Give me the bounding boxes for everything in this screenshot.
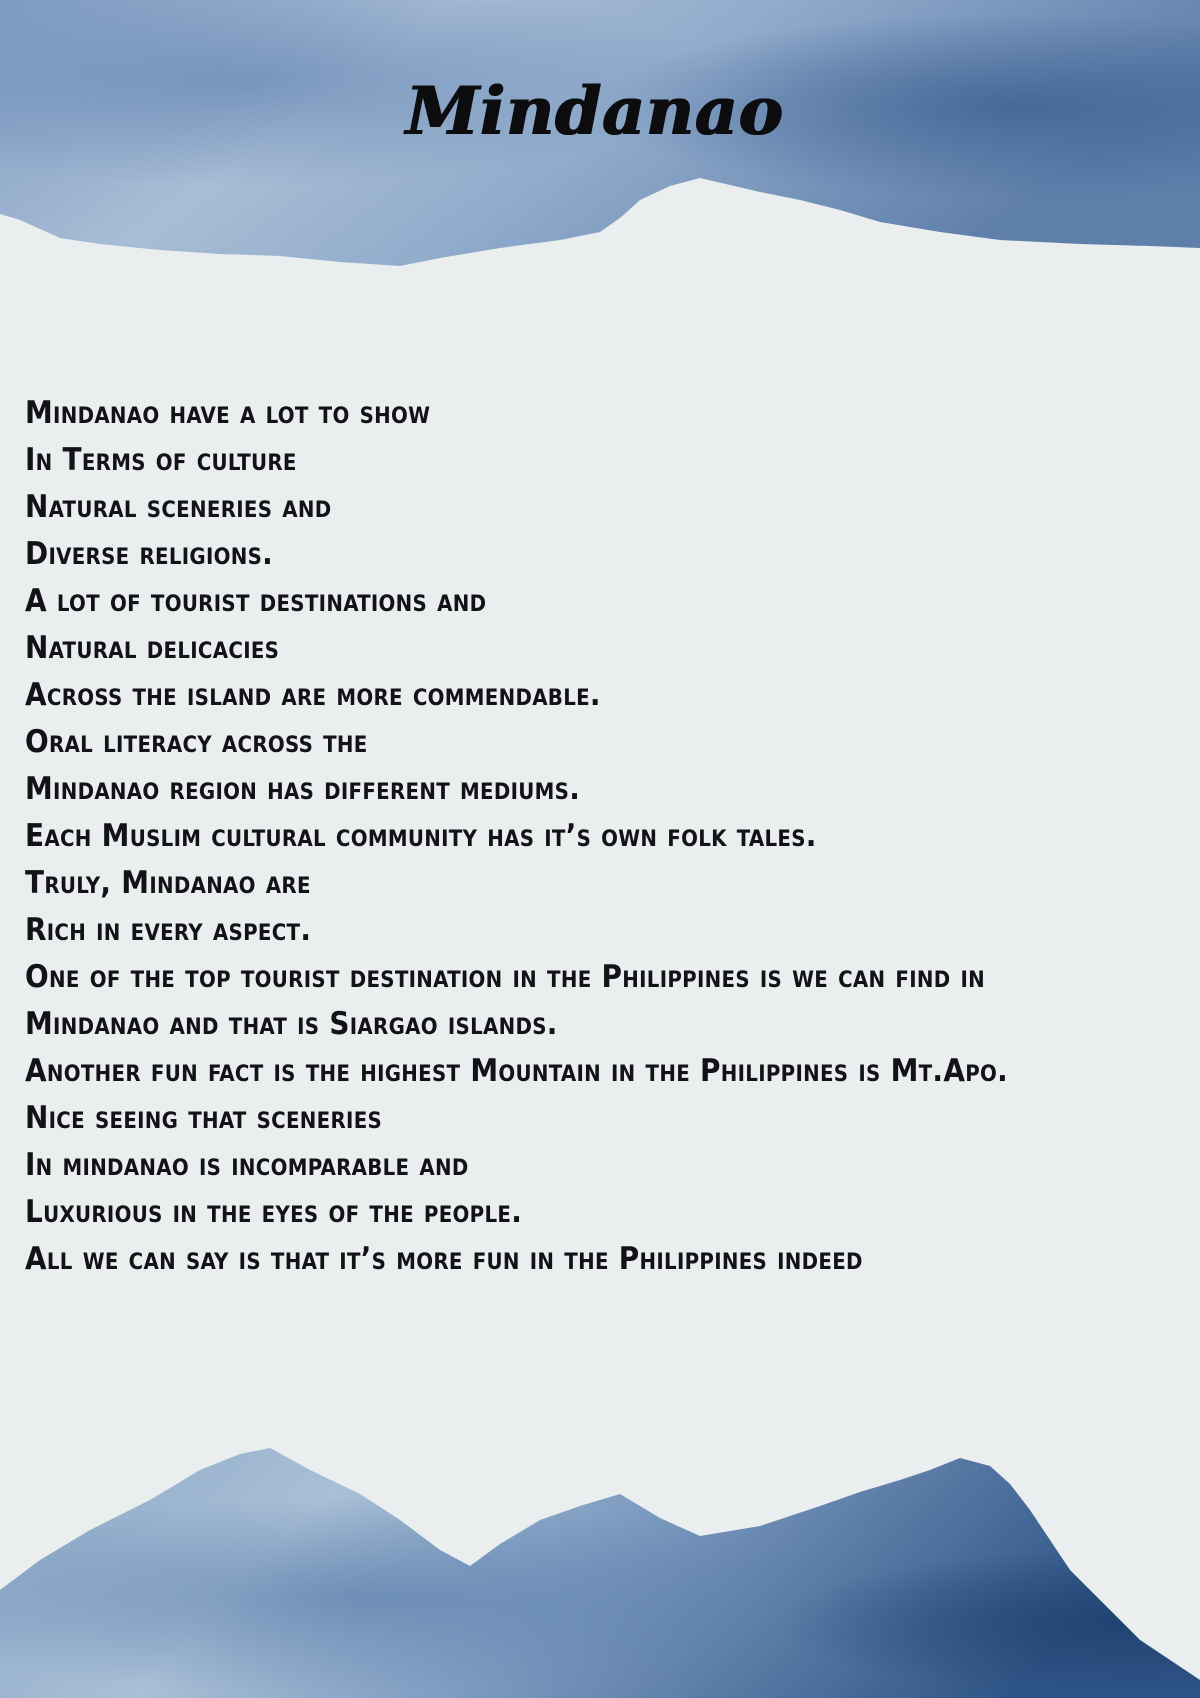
poem-line: Oral literacy across the bbox=[25, 724, 368, 760]
poem-line: Mindanao region has different mediums. bbox=[25, 771, 581, 807]
poem-line: In Terms of culture bbox=[25, 442, 297, 478]
poem-line: Mindanao have a lot to show bbox=[25, 395, 431, 431]
poem-line: A lot of tourist destinations and bbox=[25, 583, 487, 619]
poem-line: All we can say is that it’s more fun in the Philippines indeed bbox=[25, 1241, 863, 1277]
poem-line: Natural delicacies bbox=[25, 630, 280, 666]
poem-line: Truly, Mindanao are bbox=[25, 865, 311, 901]
watercolor-mountains-decoration bbox=[0, 1440, 1200, 1698]
poem-line: Another fun fact is the highest Mountain in the Philippines is Mt.Apo. bbox=[25, 1053, 1009, 1089]
poem-line: Nice seeing that sceneries bbox=[25, 1100, 383, 1136]
poem-line: Rich in every aspect. bbox=[25, 912, 312, 948]
poem-line: Natural sceneries and bbox=[25, 489, 332, 525]
page-title: Mindanao bbox=[406, 72, 784, 150]
poem-line: In mindanao is incomparable and bbox=[25, 1147, 469, 1183]
poem-line: Mindanao and that is Siargao islands. bbox=[25, 1006, 558, 1042]
poem-line: Diverse religions. bbox=[25, 536, 274, 572]
poem-body bbox=[25, 390, 1175, 1283]
poem-line: Across the island are more commendable. bbox=[25, 677, 601, 713]
poem-line: Each Muslim cultural community has it’s own folk tales. bbox=[25, 818, 817, 854]
poem-line: One of the top tourist destination in the Philippines is we can find in bbox=[25, 959, 985, 995]
poem-line: Luxurious in the eyes of the people. bbox=[25, 1194, 523, 1230]
